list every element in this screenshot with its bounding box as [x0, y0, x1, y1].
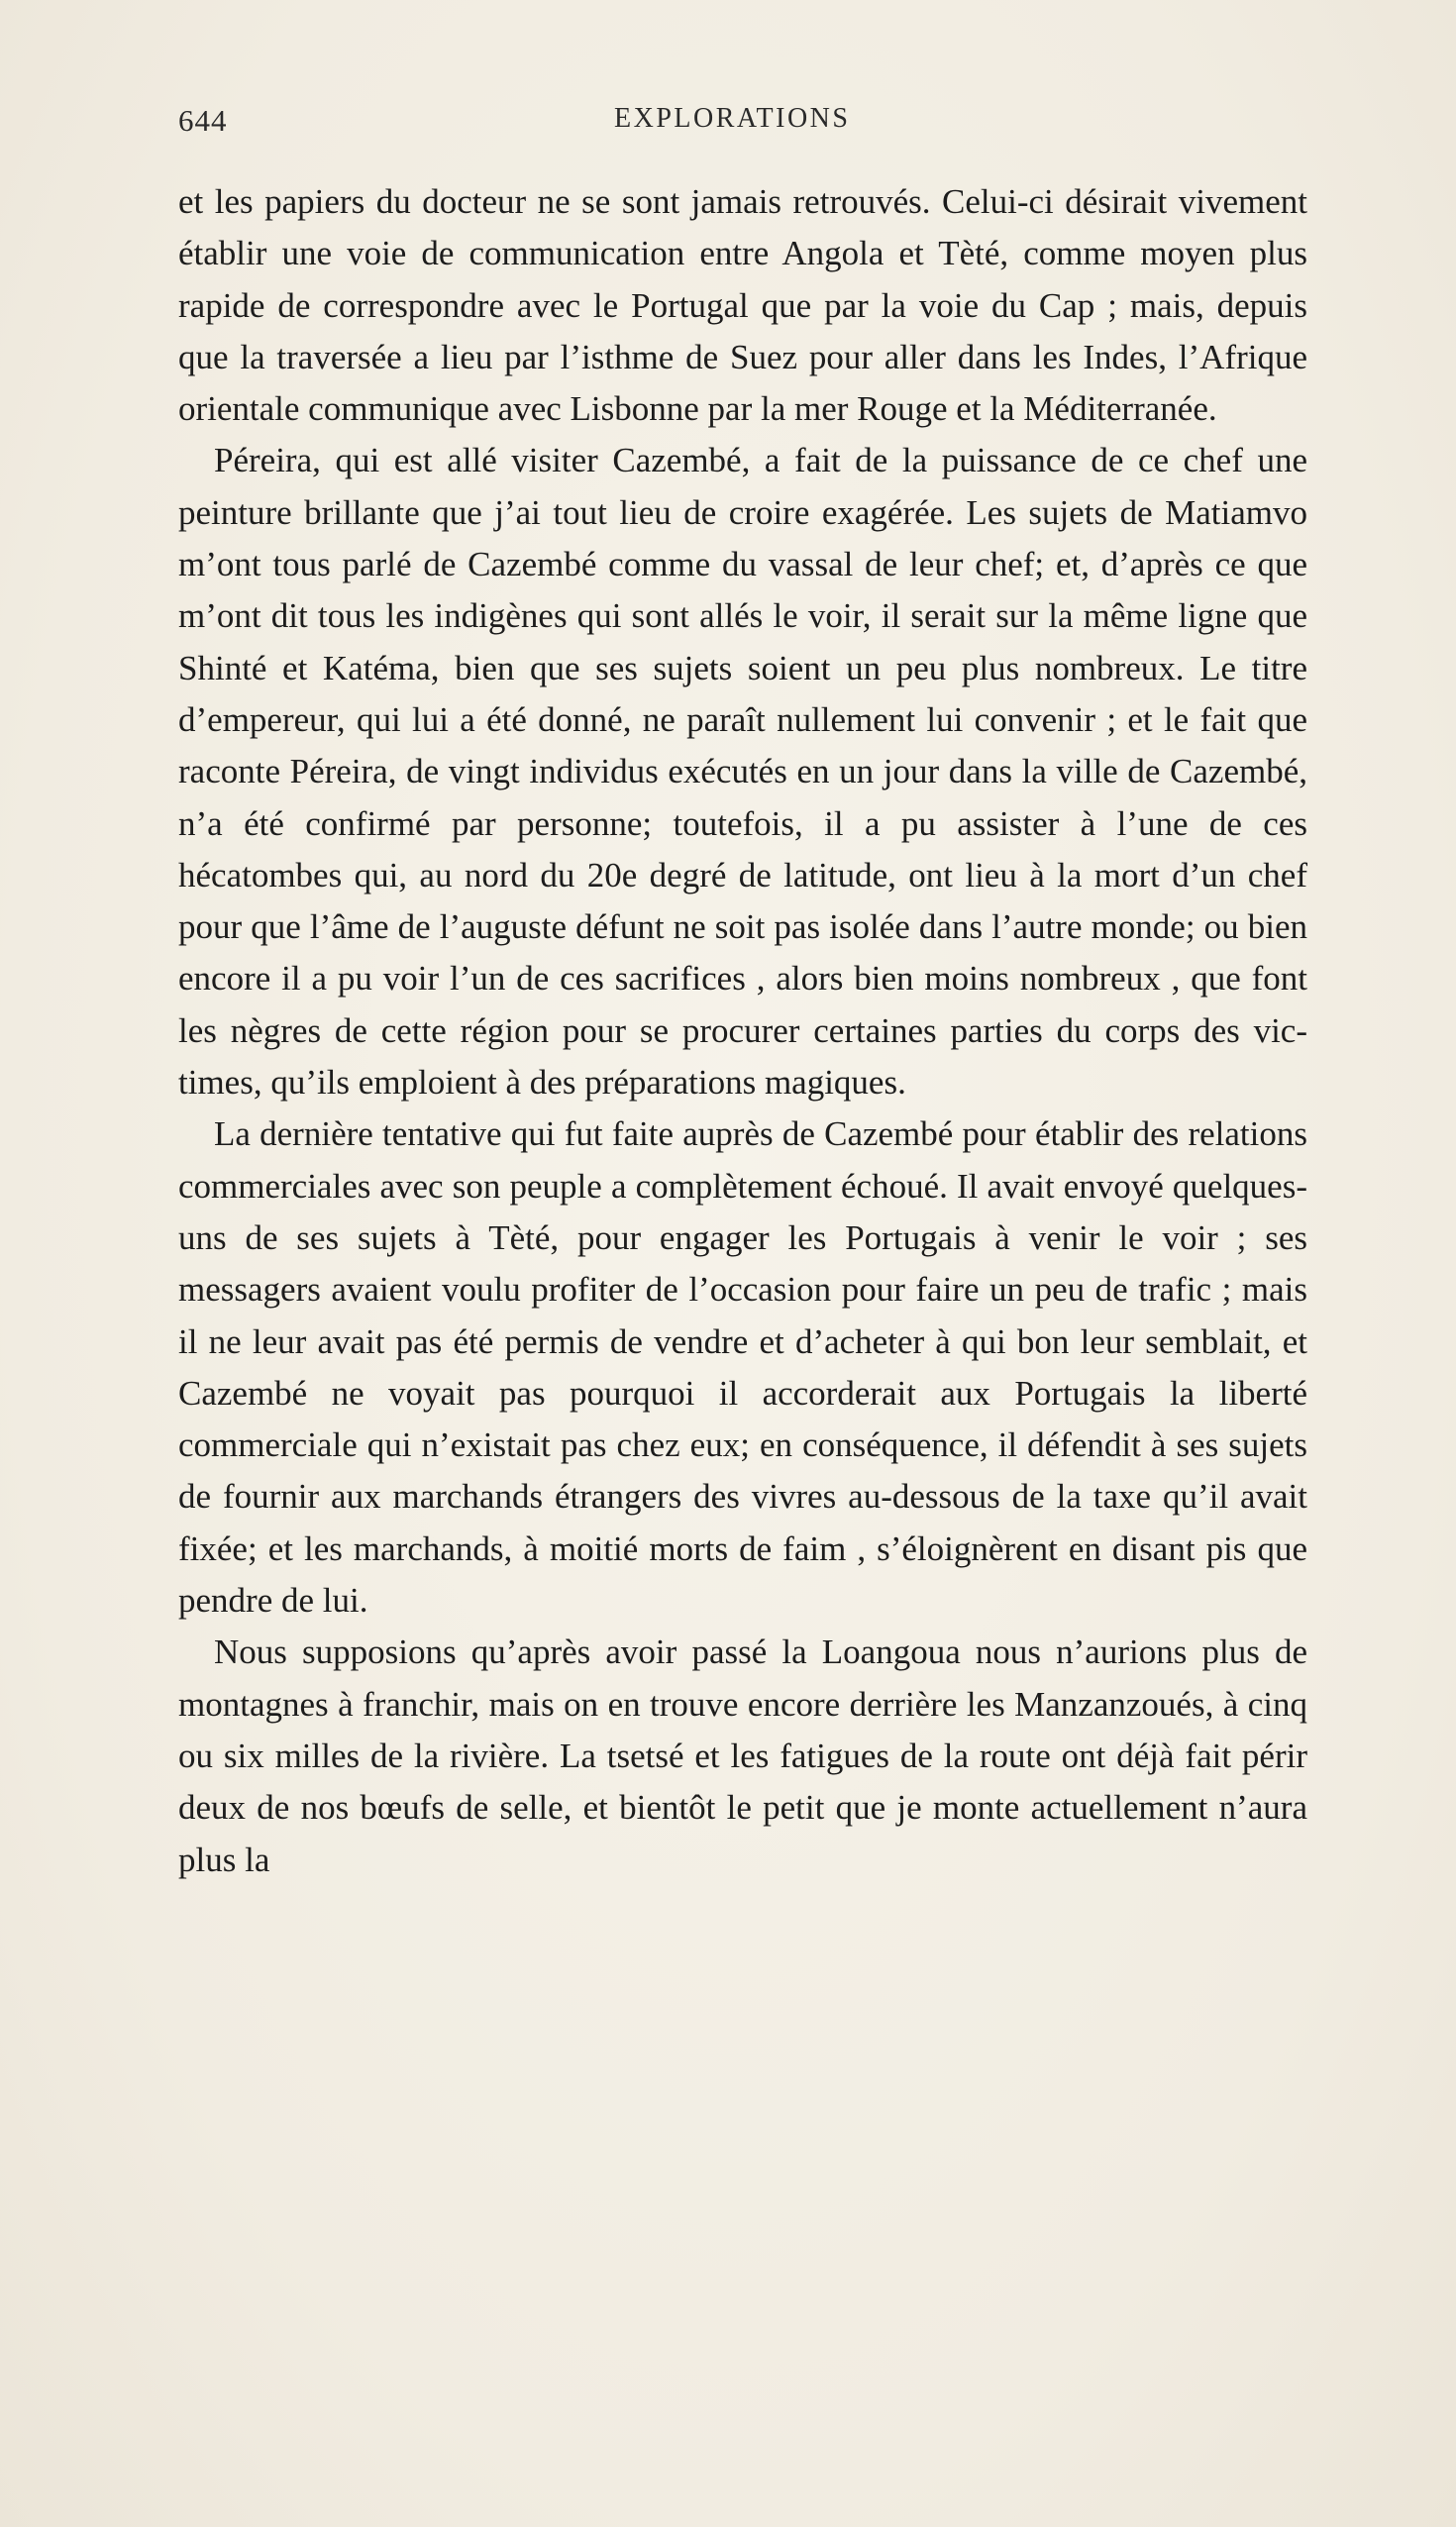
- body-text: [178, 176, 1307, 1886]
- paragraph-1: et les papiers du docteur ne se sont jamais retrouvés. Celui-ci désirait vivement établir une voie de communication entre Angola et Tèté, comme moyen plus rapide de correspondre avec le Portugal que par la voie du Cap ; mais, depuis que la traversée a lieu par l’isthme de Suez pour aller dans les Indes, l’Afrique orientale communique avec Lisbonne par la mer Rouge et la Méditerranée.: [178, 182, 1307, 429]
- page-number: 644: [178, 103, 228, 138]
- paragraph-3: La dernière tentative qui fut faite auprès de Cazembé pour établir des relations commerciales avec son peuple a complètement échoué. Il avait envoyé quelques-uns de ses sujets à Tèté, pour engager les Portugais à venir le voir ; ses messagers avaient voulu profiter de l’occasion pour faire un peu de trafic ; mais il ne leur avait pas été permis de vendre et d’acheter à qui bon leur semblait, et Cazembé ne voyait pas pourquoi il accorderait aux Portugais la liberté commerciale qui n’existait pas chez eux; en conséquence, il défendit à ses sujets de fournir aux marchands étrangers des vivres au-dessous de la taxe qu’il avait fixée; et les marchands, à moitié morts de faim , s’éloignèrent en disant pis que pendre de lui.: [178, 1114, 1307, 1621]
- page-header: [178, 103, 1307, 143]
- running-title: EXPLORATIONS: [614, 103, 851, 134]
- paragraph-4: Nous supposions qu’après avoir passé la Loangoua nous n’aurions plus de montagnes à franchir, mais on en trouve encore derrière les Manzanzoués, à cinq ou six milles de la rivière. La tsetsé et les fatigues de la route ont déjà fait périr deux de nos bœufs de selle, et bientôt le petit que je monte actuellement n’aura plus la: [178, 1632, 1307, 1879]
- paragraph-2: Péreira, qui est allé visiter Cazembé, a fait de la puissance de ce chef une peinture brillante que j’ai tout lieu de croire exagérée. Les sujets de Matiamvo m’ont tous parlé de Cazembé comme du vassal de leur chef; et, d’après ce que m’ont dit tous les indigènes qui sont allés le voir, il serait sur la même ligne que Shinté et Katéma, bien que ses sujets soient un peu plus nombreux. Le titre d’empereur, qui lui a été donné, ne paraît nullement lui convenir ; et le fait que raconte Péreira, de vingt individus exécutés en un jour dans la ville de Cazembé, n’a été confirmé par personne; toutefois, il a pu assister à l’une de ces hécatombes qui, au nord du 20e degré de latitude, ont lieu à la mort d’un chef pour que l’âme de l’auguste défunt ne soit pas isolée dans l’autre monde; ou bien encore il a pu voir l’un de ces sacrifices , alors bien moins nombreux , que font les nègres de cette région pour se procurer certaines parties du corps des victimes, qu’ils emploient à des préparations magiques.: [178, 441, 1307, 1103]
